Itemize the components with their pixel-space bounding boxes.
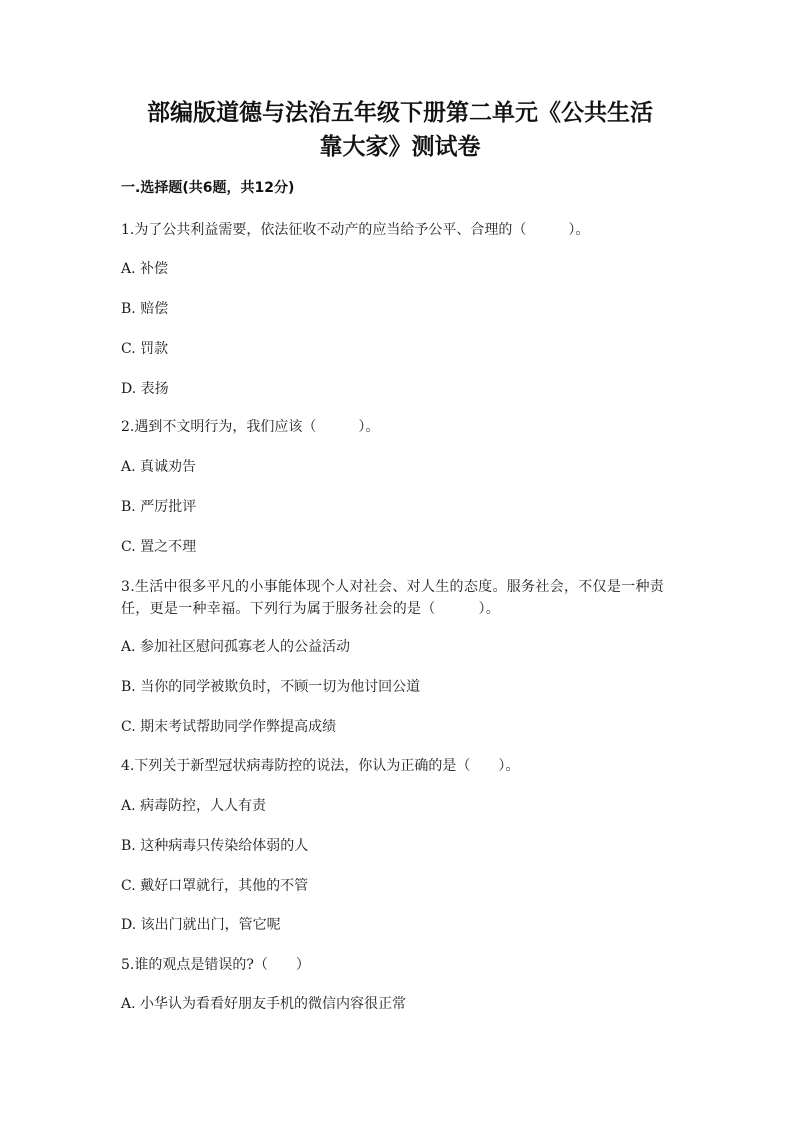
- question-3-stem: 3.生活中很多平凡的小事能体现个人对社会、对人生的态度。服务社会，不仅是一种责任，更是一种幸福。下列行为属于服务社会的是（ ）。: [121, 579, 665, 617]
- question-2-option-c: C. 置之不理: [121, 539, 197, 555]
- question-4-option-c: C. 戴好口罩就行，其他的不管: [121, 878, 309, 894]
- page-title-line-1: 部编版道德与法治五年级下册第二单元《公共生活: [147, 100, 653, 126]
- question-5-option-a: A. 小华认为看看好朋友手机的微信内容很正常: [121, 996, 407, 1012]
- question-1-stem: 1.为了公共利益需要，依法征收不动产的应当给予公平、合理的（ ）。: [121, 222, 590, 238]
- question-4-stem: 4.下列关于新型冠状病毒防控的说法，你认为正确的是（ ）。: [121, 758, 520, 774]
- question-2-option-b: B. 严厉批评: [121, 499, 197, 515]
- question-1-option-b: B. 赔偿: [121, 301, 169, 317]
- question-2-stem: 2.遇到不文明行为，我们应该（ ）。: [121, 419, 380, 435]
- question-2-option-a: A. 真诚劝告: [121, 459, 197, 475]
- question-4-option-d: D. 该出门就出门，管它呢: [121, 917, 281, 933]
- page-title-line-2: 靠大家》测试卷: [319, 134, 481, 160]
- question-3-option-a: A. 参加社区慰问孤寡老人的公益活动: [121, 639, 351, 655]
- question-3-option-b: B. 当你的同学被欺负时，不顾一切为他讨回公道: [121, 679, 421, 695]
- question-1-option-a: A. 补偿: [121, 261, 169, 277]
- section-heading: 一.选择题(共6题，共12分): [121, 180, 295, 196]
- question-1-option-d: D. 表扬: [121, 381, 169, 397]
- question-4-option-a: A. 病毒防控，人人有责: [121, 798, 267, 814]
- question-4-option-b: B. 这种病毒只传染给体弱的人: [121, 838, 309, 854]
- question-5-stem: 5.谁的观点是错误的?（ ）: [121, 957, 310, 973]
- question-1-option-c: C. 罚款: [121, 341, 169, 357]
- question-3-option-c: C. 期末考试帮助同学作弊提高成绩: [121, 719, 337, 735]
